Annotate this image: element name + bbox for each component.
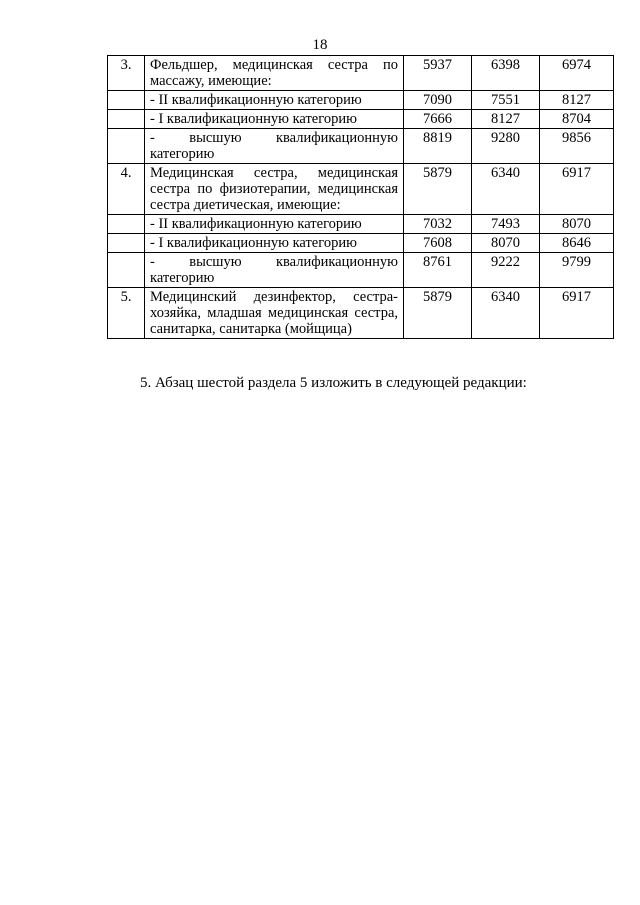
position-name: Медицинская сестра, медицинская сестра по физиотерапии, медицинская сестра диетическая, имеющие: <box>145 164 404 215</box>
salary-value: 7666 <box>404 110 472 129</box>
salary-value: 8819 <box>404 129 472 164</box>
salary-table <box>107 55 614 339</box>
row-number <box>108 253 145 288</box>
salary-value: 7608 <box>404 234 472 253</box>
salary-value: 7493 <box>472 215 540 234</box>
table-row <box>108 164 614 215</box>
position-name: - II квалификационную категорию <box>145 215 404 234</box>
position-name: Фельдшер, медицинская сестра по массажу, имеющие: <box>145 56 404 91</box>
salary-value: 8761 <box>404 253 472 288</box>
row-number: 3. <box>108 56 145 91</box>
salary-value: 7090 <box>404 91 472 110</box>
table-row <box>108 234 614 253</box>
position-name: - высшую квалификационную категорию <box>145 253 404 288</box>
row-number <box>108 129 145 164</box>
row-number: 5. <box>108 288 145 339</box>
salary-value: 9280 <box>472 129 540 164</box>
table-row <box>108 56 614 91</box>
table-row <box>108 91 614 110</box>
salary-value: 9222 <box>472 253 540 288</box>
table-row <box>108 129 614 164</box>
row-number: 4. <box>108 164 145 215</box>
row-number <box>108 234 145 253</box>
salary-value: 6398 <box>472 56 540 91</box>
salary-value: 9799 <box>540 253 614 288</box>
salary-value: 8070 <box>540 215 614 234</box>
position-name: Медицинский дезинфектор, сестра-хозяйка, младшая медицинская сестра, санитарка, санитарка (мойщица) <box>145 288 404 339</box>
salary-value: 6974 <box>540 56 614 91</box>
salary-value: 7551 <box>472 91 540 110</box>
salary-value: 8127 <box>540 91 614 110</box>
table-row <box>108 110 614 129</box>
position-name-text: - высшую квалификационную категорию <box>150 130 398 162</box>
salary-value: 8070 <box>472 234 540 253</box>
page-number: 18 <box>312 37 328 53</box>
salary-value: 7032 <box>404 215 472 234</box>
position-name: - II квалификационную категорию <box>145 91 404 110</box>
salary-value: 5937 <box>404 56 472 91</box>
table-row <box>108 215 614 234</box>
table-row <box>108 288 614 339</box>
row-number <box>108 215 145 234</box>
salary-value: 8646 <box>540 234 614 253</box>
salary-value: 6340 <box>472 288 540 339</box>
position-name: - I квалификационную категорию <box>145 110 404 129</box>
salary-value: 6340 <box>472 164 540 215</box>
salary-value: 8704 <box>540 110 614 129</box>
position-name <box>145 129 404 164</box>
row-number <box>108 91 145 110</box>
table-row <box>108 253 614 288</box>
salary-value: 6917 <box>540 288 614 339</box>
salary-value: 5879 <box>404 288 472 339</box>
position-name: - I квалификационную категорию <box>145 234 404 253</box>
salary-value: 6917 <box>540 164 614 215</box>
row-number <box>108 110 145 129</box>
salary-value: 5879 <box>404 164 472 215</box>
salary-value: 8127 <box>472 110 540 129</box>
amendment-paragraph: 5. Абзац шестой раздела 5 изложить в следующей редакции: <box>140 375 527 391</box>
salary-value: 9856 <box>540 129 614 164</box>
